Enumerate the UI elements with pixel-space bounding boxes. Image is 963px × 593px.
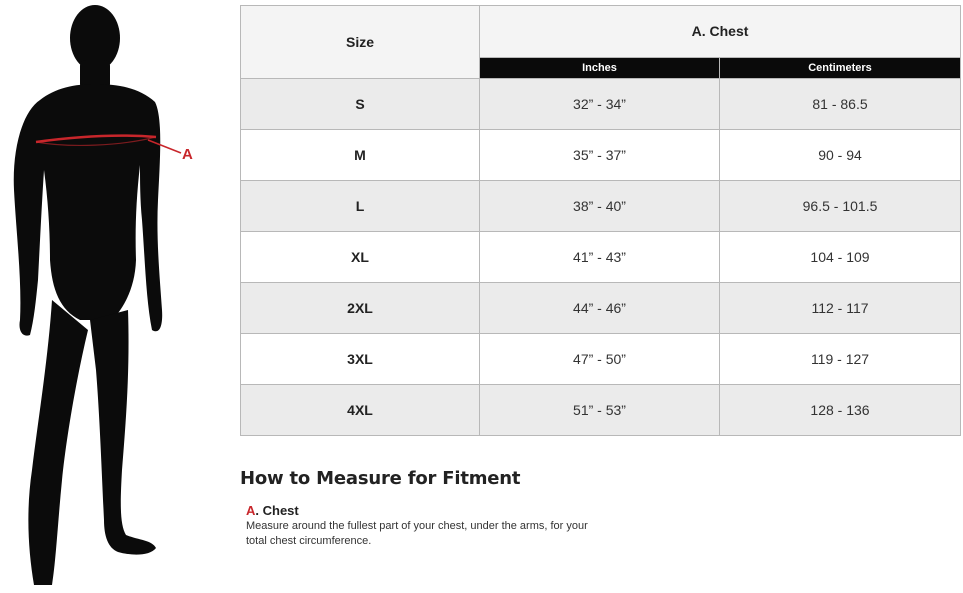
measure-item-chest: [240, 503, 640, 549]
measure-item-heading: [246, 503, 640, 518]
table-row: [241, 181, 961, 232]
measure-title: How to Measure for Fitment: [240, 468, 521, 489]
table-row: [241, 334, 961, 385]
measure-item-name: . Chest: [255, 503, 299, 518]
measure-desc-line-1: Measure around the fullest part of your chest, under the arms, for your: [246, 520, 588, 532]
measure-item-description: [246, 519, 596, 549]
size-cell: S: [241, 79, 480, 130]
inches-cell: 38” - 40”: [480, 181, 720, 232]
header-size: Size: [241, 6, 480, 79]
cm-cell: 104 - 109: [720, 232, 961, 283]
table-row: [241, 79, 961, 130]
table-row: [241, 232, 961, 283]
inches-cell: 44” - 46”: [480, 283, 720, 334]
inches-cell: 51” - 53”: [480, 384, 720, 435]
cm-cell: 90 - 94: [720, 130, 961, 181]
marker-label-a: A: [182, 146, 193, 163]
inches-cell: 32” - 34”: [480, 79, 720, 130]
cm-cell: 112 - 117: [720, 283, 961, 334]
size-chart-table: [240, 5, 961, 436]
size-cell: M: [241, 130, 480, 181]
table-row: [241, 130, 961, 181]
cm-cell: 119 - 127: [720, 334, 961, 385]
body-silhouette: [0, 0, 230, 593]
cm-cell: 128 - 136: [720, 384, 961, 435]
size-cell: XL: [241, 232, 480, 283]
size-cell: L: [241, 181, 480, 232]
cm-cell: 81 - 86.5: [720, 79, 961, 130]
measure-guide: [240, 468, 640, 549]
table-row: [241, 384, 961, 435]
size-cell: 4XL: [241, 384, 480, 435]
header-chest: A. Chest: [480, 6, 961, 58]
size-cell: 2XL: [241, 283, 480, 334]
header-centimeters: Centimeters: [720, 57, 961, 78]
size-cell: 3XL: [241, 334, 480, 385]
inches-cell: 41” - 43”: [480, 232, 720, 283]
inches-cell: 47” - 50”: [480, 334, 720, 385]
header-inches: Inches: [480, 57, 720, 78]
measure-desc-line-2: total chest circumference.: [246, 535, 372, 547]
cm-cell: 96.5 - 101.5: [720, 181, 961, 232]
table-row: [241, 283, 961, 334]
inches-cell: 35” - 37”: [480, 130, 720, 181]
measure-item-letter: A: [246, 503, 256, 518]
